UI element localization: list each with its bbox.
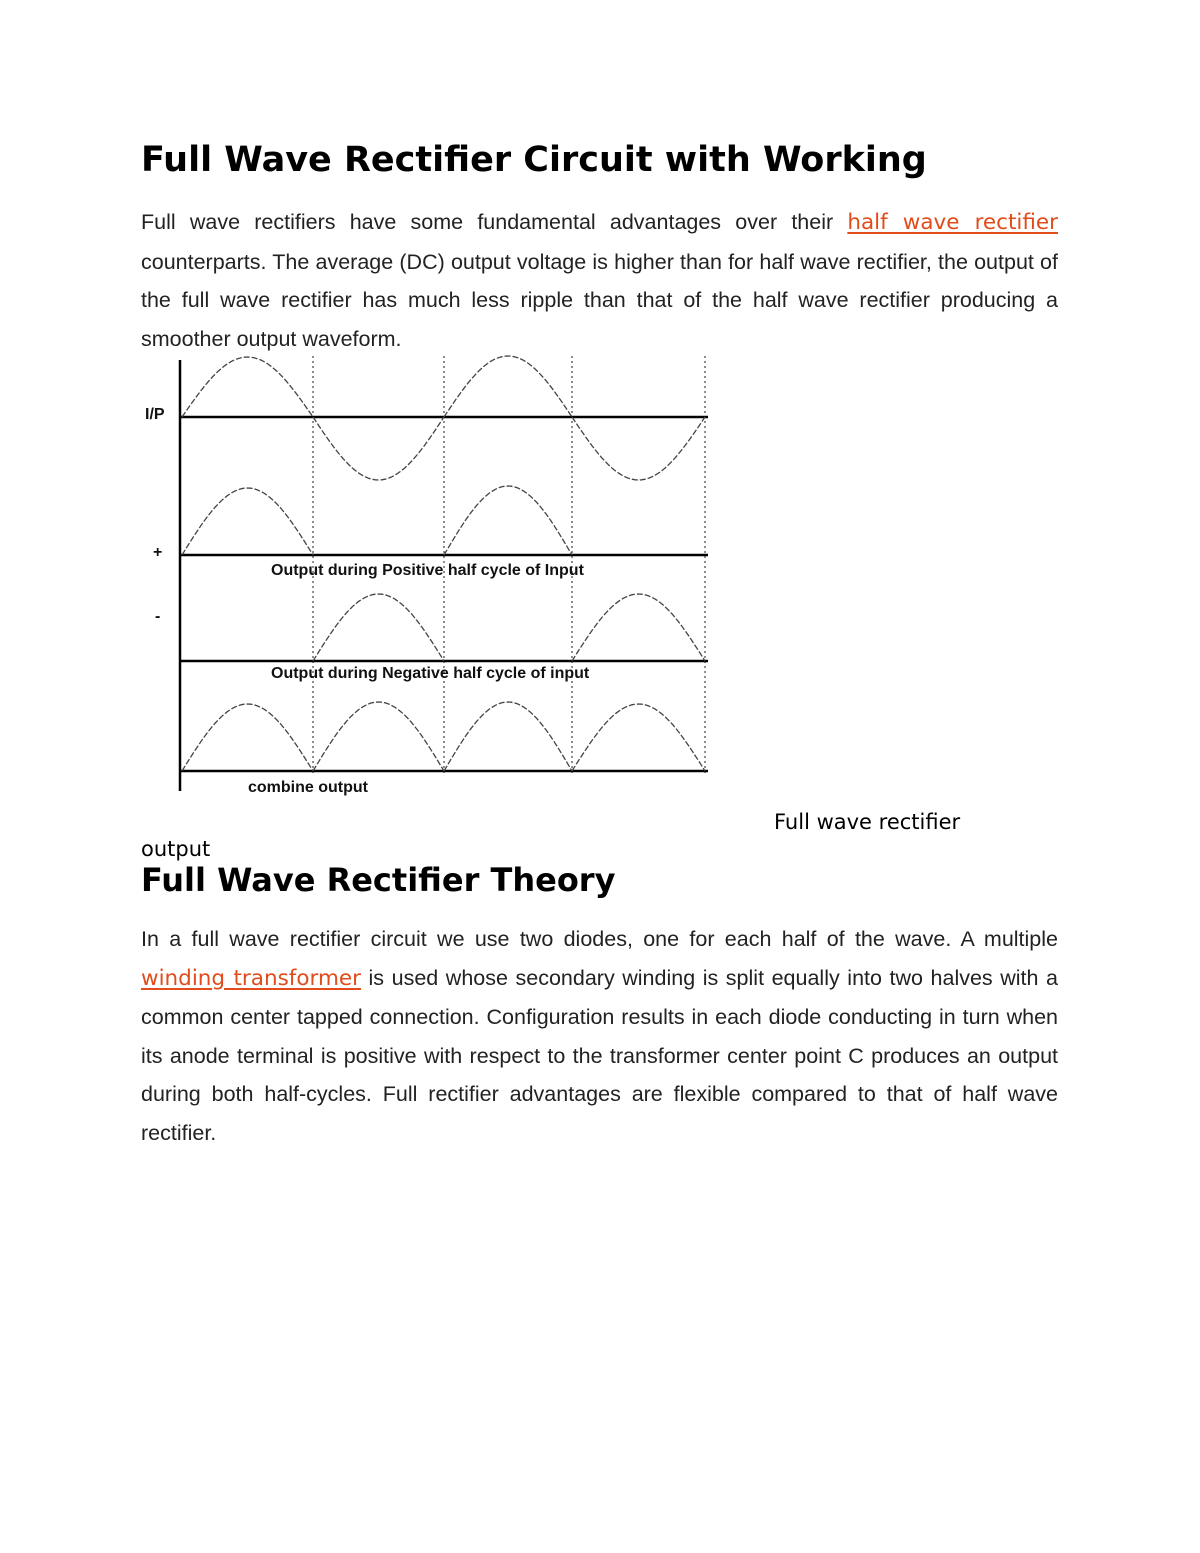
combined-output-hump-1 — [182, 704, 313, 771]
positive-output-hump-2 — [444, 486, 572, 555]
theory-text-after: is used whose secondary winding is split equally into two halves with a common center tapped connection. Configuration results in each diode conducting in turn when its anode terminal is positive with respect to the transformer center point C produces an output during both half-cycles. Full rectifier advantages are flexible compared to that of half wave rectifier. — [141, 965, 1058, 1145]
input-negative-half-1 — [313, 417, 444, 480]
intro-text-after: counterparts. The average (DC) output voltage is higher than for half wave rectifier, the output of the full wave rectifier has much less ripple than that of the half wave rectifier producing a smoother output waveform. — [141, 249, 1058, 351]
ip-label: I/P — [145, 406, 165, 423]
combine-output-label: combine output — [248, 779, 368, 796]
plus-label: + — [153, 544, 163, 561]
theory-text-before: In a full wave rectifier circuit we use two diodes, one for each half of the wave. A multiple — [141, 927, 1058, 951]
combined-output-hump-4 — [572, 704, 705, 771]
page-title: Full Wave Rectifier Circuit with Working — [141, 140, 927, 180]
combined-output-hump-2 — [313, 702, 444, 771]
negative-output-hump-1 — [313, 594, 444, 661]
positive-cycle-label: Output during Positive half cycle of Input — [271, 562, 584, 579]
winding-transformer-link[interactable]: winding transformer — [141, 965, 361, 991]
input-positive-half-2 — [444, 356, 572, 417]
negative-output-hump-2 — [572, 594, 705, 661]
half-wave-rectifier-link[interactable]: half wave rectifier — [847, 210, 1058, 235]
rectifier-waveform-figure — [140, 354, 720, 799]
combined-output-hump-3 — [444, 702, 572, 771]
negative-cycle-label: Output during Negative half cycle of input — [271, 665, 590, 682]
input-negative-half-2 — [572, 417, 705, 480]
positive-output-hump-1 — [182, 488, 313, 555]
intro-text-before: Full wave rectifiers have some fundamental advantages over their — [141, 210, 848, 234]
minus-label: - — [155, 608, 161, 625]
intro-paragraph — [141, 203, 1058, 358]
theory-heading: Full Wave Rectifier Theory — [141, 861, 616, 899]
theory-paragraph — [141, 920, 1058, 1152]
figure-caption-line1: Full wave rectifier — [774, 810, 961, 834]
figure-caption-line2: output — [141, 837, 211, 861]
input-positive-half-1 — [182, 357, 313, 417]
